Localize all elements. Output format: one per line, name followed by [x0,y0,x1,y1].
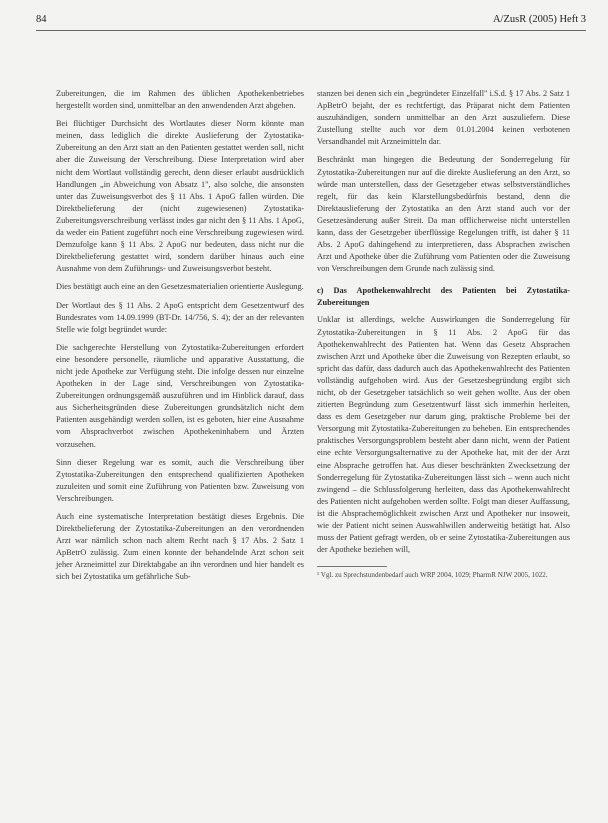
paragraph: Unklar ist allerdings, welche Auswirkungen die Sonderregelung für Zytostatika-Zubereitungen in § 11 Abs. 2 ApoG für das Apothekenwahlrecht des Patienten hat. Wenn das Gesetz Absprachen zwischen Arzt und Apotheke über die Zuweisung von Rezepten erlaubt, so spricht das dafür, dass dadurch auch das Apothekenwahlrecht des Patienten vollständig aufgehoben wird. Aus der Gesetzesbegründung ergibt sich nicht, ob der Gesetzgeber tatsächlich so weit gehen wollte. Aus der oben zitierten Begründung zum Gesetzentwurf lässt sich immerhin herleiten, dass es dem Gesetzgeber nur darum ging, praktische Probleme bei der Versorgung mit Zytostatika-Zubereitungen zu beheben. Ein entsprechendes praktisches Versorgungsproblem besteht aber dann nicht, wenn der Patient eine echte Versorgungsalternative zu der Apotheke hat, mit der der Arzt eine Absprache getroffen hat. Aus dieser beschränkten Zwecksetzung der Sonderregelung für Zytostatika-Zubereitungen lässt sich – wenn auch nicht zwingend – die Schlussfolgerung herleiten, dass das Apothekenwahlrecht des Patienten nicht aufgehoben werden sollte. Folgt man dieser Auffassung, ist die Absprachemöglichkeit zwischen Arzt und Apotheker nur insoweit, wie der Patient nicht seinen Auswahlwillen anderweitig betätigt hat. Also muss der Patient gefragt werden, ob er seine Zytostatika-Zubereitungen aus der Apotheke beziehen will, [317,315,570,555]
left-column [56,88,304,590]
footnote: ¹ Vgl. zu Sprechstundenbedarf auch WRP 2004, 1029; PharmR NJW 2005, 1022. [317,571,548,580]
journal-reference: A/ZusR (2005) Heft 3 [492,14,586,25]
header-rule [36,30,586,31]
paragraph: Sinn dieser Regelung war es somit, auch die Verschreibung über Zytostatika-Zubereitungen den entsprechend qualifizierten Apotheken zuzuleiten und somit eine Zuführung von Patienten bzw. Zuweisung von Verschreibungen. [56,457,304,503]
paragraph: Bei flüchtiger Durchsicht des Wortlautes dieser Norm könnte man meinen, dass lediglich die direkte Auslieferung der Zytostatika-Zubereitung an den Arzt statt an den Patienten gestattet werden soll, nicht aber die Zuweisung der Verschreibung. Diese Interpretation wird aber nicht dem Wortlaut vollständig gerecht, denn dieser erlaubt ausdrücklich Handlungen „in Abweichung von Absatz 1", also solche, die ansonsten unter das Zuweisungsverbot des § 11 Abs. 1 ApoG fallen würden. Die Direktbelieferung der (nicht zugewiesenen) Zytostatika-Zubereitungsverschreibung verlässt indes gar nicht den § 11 Abs. 1 ApoG, da weder ein Patient zugeführt noch eine Verschreibung zugewiesen wird. Demzufolge kann § 11 Abs. 2 ApoG nur bedeuten, dass nicht nur die Direktbelieferung gestattet wird, sondern darüber hinaus auch eine Ausnahme von dem Zuführungs- und Zuweisungsverbot besteht. [56,119,304,274]
paragraph: stanzen bei denen sich ein „begründeter Einzelfall" i.S.d. § 17 Abs. 2 Satz 1 ApBetrO bejaht, der es rechtfertigt, das Präparat nicht dem Patienten auszuhändigen, sondern unmittelbar an den Arzt auszuliefern. Diese Zustellung stellte auch vor dem 01.01.2004 keinen verbotenen Versandhandel mit Arzneimitteln dar. [317,89,570,147]
paragraph: Auch eine systematische Interpretation bestätigt dieses Ergebnis. Die Direktbelieferung der Zytostatika-Zubereitungen an den verordnenden Arzt war nämlich schon nach altem Recht nach § 17 Abs. 2 Satz 1 ApBetrO zulässig. Zum einen konnte der behandelnde Arzt schon seit jeher Arzneimittel zur Direktabgabe an ihn verordnen und hier handelt es sich bei Zytostatika um gefährliche Sub- [56,512,304,582]
footnote-rule [317,566,387,567]
paragraph: Zubereitungen, die im Rahmen des üblichen Apothekenbetriebes hergestellt worden sind, unmittelbar an den anwendenden Arzt abgeben. [56,89,304,111]
paragraph: Beschränkt man hingegen die Bedeutung der Sonderregelung für Zytostatika-Zubereitungen nur auf die direkte Auslieferung an den Arzt, so würde man unterstellen, dass der Gesetzgeber etwas selbstverständliches regelt, für das kein Klarstellungsbedürfnis bestand, denn die Direktauslieferung der Zytostatika an den Arzt stand auch vor der Gesetzesänderung außer Streit. Da man offlicherweise nicht unterstellen kann, dass der Gesetzgeber überflüssige Regelungen trifft, ist daher § 11 Abs. 2 ApoG dahingehend zu interpretieren, dass Absprachen zwischen Arzt und Apotheke über die Zuführung vom Patienten oder die Zuweisung von Verschreibungen dem Grunde nach zulässig sind. [317,155,570,274]
paragraph: Der Wortlaut des § 11 Abs. 2 ApoG entspricht dem Gesetzentwurf des Bundesrates vom 14.09.1999 (BT-Dr. 14/756, S. 4); der an der relevanten Stelle wie folgt begründet wurde: [56,300,304,334]
section-heading: c) Das Apothekenwahlrecht des Patienten bei Zytostatika-Zubereitungen [317,286,570,307]
paragraph: Die sachgerechte Herstellung von Zytostatika-Zubereitungen erfordert eine besondere personelle, räumliche und apparative Ausstattung, die nicht jede Apotheke zur Verfügung steht. Die infolge dessen nur einzelne Apotheken in der Lage sind, Verschreibungen von Zytostatika-Zubereitungen ordnungsgemäß auszuführen und im Hinblick darauf, dass aus Sicherheitsgründen diese Zubereitungen grundsätzlich nicht dem Patienten ausgehändigt werden sollen, ist es geboten, hier eine Ausnahme vom Absprachverbot zwischen Apothekeninhabern und Ärzten vorzusehen. [56,342,304,449]
paragraph: Dies bestätigt auch eine an den Gesetzesmaterialien orientierte Auslegung. [56,282,304,292]
page-number: 84 [36,14,47,25]
right-column [317,88,570,586]
